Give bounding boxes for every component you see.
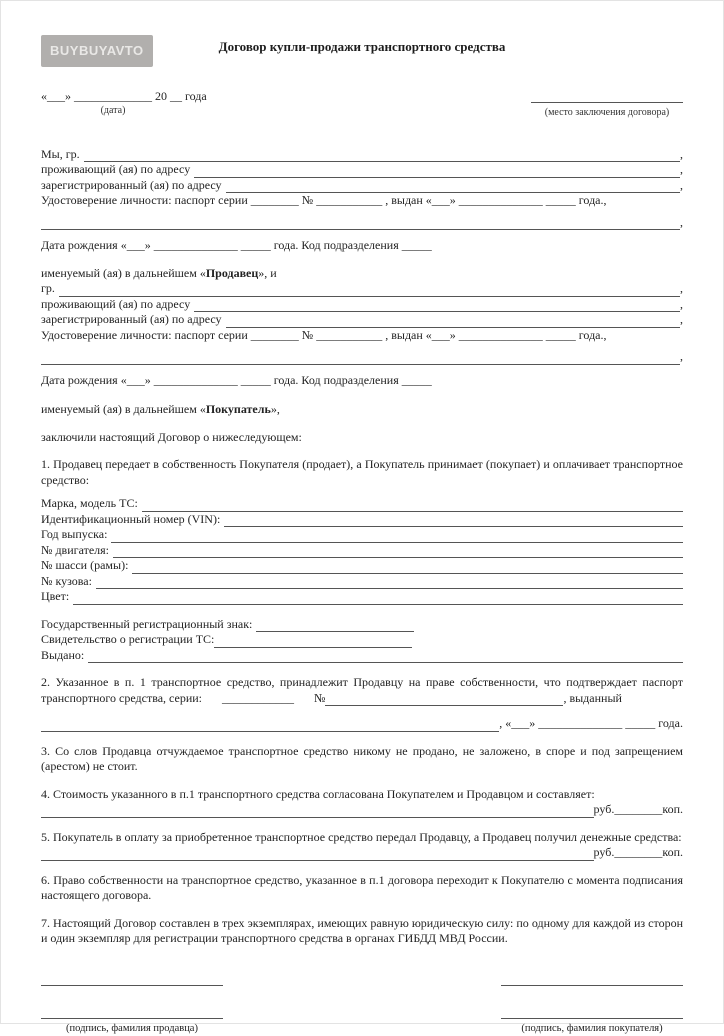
- clause-5-text: 5. Покупатель в оплату за приобретенное транспортное средство передал Продавцу, а Продавец получил денежные средства:: [41, 830, 683, 846]
- buyer-address-label: проживающий (ая) по адресу: [41, 297, 190, 313]
- rub-label: руб.: [594, 845, 615, 861]
- buyer-address-blank: [194, 298, 680, 312]
- seller-passport-row: Удостоверение личности: паспорт серии ________ № ___________ , выдан «___» ______________ _____ года.,: [41, 193, 683, 209]
- buyer-term: Покупатель: [206, 402, 271, 416]
- page-title: Договор купли-продажи транспортного средства: [41, 31, 683, 55]
- named-suffix: », и: [258, 266, 276, 280]
- date-caption: (дата): [74, 103, 152, 119]
- field-reg-cert: [41, 632, 683, 648]
- clause-3: [41, 744, 683, 775]
- clause-1-text: 1. Продавец передает в собственность Покупателя (продает), а Покупатель принимает (покупает) и оплачивает транспортное средство:: [41, 457, 683, 488]
- amount-blank: [41, 847, 594, 861]
- trailing-comma: ,: [680, 312, 683, 328]
- field-blank: [113, 544, 683, 558]
- clause-2-tail: , «___» ______________ _____ года.: [499, 716, 683, 732]
- named-prefix: именуемый (ая) в дальнейшем «: [41, 266, 206, 280]
- field-blank: [73, 591, 683, 605]
- field-blank: [111, 529, 683, 543]
- clause-3-text: 3. Со слов Продавца отчуждаемое транспортное средство никому не продано, не заложено, в споре и под запрещением (арестом) не стоит.: [41, 744, 683, 775]
- clause-5: [41, 830, 683, 861]
- seller-address-blank: [194, 164, 680, 178]
- seller-passport-extra-row: [41, 215, 683, 231]
- issuer-blank: [41, 718, 499, 732]
- buyer-registered-label: зарегистрированный (ая) по адресу: [41, 312, 222, 328]
- header: [41, 31, 683, 75]
- rub-label: руб.: [594, 802, 615, 818]
- seller-name-row: [41, 147, 683, 163]
- buyer-registered-row: [41, 312, 683, 328]
- field-reg-plate: [41, 617, 683, 633]
- place-caption: (место заключения договора): [531, 105, 683, 121]
- buyer-birth-row: Дата рождения «___» ______________ _____ года. Код подразделения _____: [41, 373, 683, 389]
- number-sign: №: [314, 691, 325, 707]
- buyer-named-row: [41, 402, 683, 418]
- seller-named-row: [41, 266, 683, 282]
- seller-address-label: проживающий (ая) по адресу: [41, 162, 190, 178]
- seller-signature-block: [41, 973, 223, 1036]
- contract-page: [1, 1, 723, 1036]
- field-issued-by: [41, 648, 683, 664]
- amount-blank: [41, 804, 594, 818]
- kopeck-blank: ________: [614, 845, 662, 861]
- field-label: № шасси (рамы):: [41, 558, 128, 574]
- trailing-comma: ,: [680, 215, 683, 231]
- date-year: 20 __ года: [155, 89, 207, 103]
- seller-term: Продавец: [206, 266, 258, 280]
- date-left: [41, 89, 207, 105]
- field-label: № двигателя:: [41, 543, 109, 559]
- clause-7: [41, 916, 683, 947]
- clause-6: [41, 873, 683, 904]
- field-label: Идентификационный номер (VIN):: [41, 512, 220, 528]
- vehicle-fields: [41, 496, 683, 605]
- field-body-no: [41, 574, 683, 590]
- clause-2: [41, 675, 683, 732]
- date-blank: [74, 89, 152, 105]
- logo-text: BUYBUYAVTO: [50, 43, 144, 58]
- field-label: № кузова:: [41, 574, 92, 590]
- date-quotes-blank: «___»: [41, 89, 71, 103]
- logo: [41, 35, 153, 67]
- buyer-registered-blank: [226, 314, 680, 328]
- buyer-section: [41, 266, 683, 389]
- buyer-signature-line-2: [501, 1006, 683, 1019]
- registration-fields: [41, 617, 683, 664]
- clause-5-amount-row: [41, 845, 683, 861]
- buyer-signature-caption: (подпись, фамилия покупателя): [501, 1019, 683, 1036]
- series-blank: ____________: [222, 691, 294, 707]
- seller-section: [41, 147, 683, 254]
- seller-address-row: [41, 162, 683, 178]
- trailing-comma: ,: [680, 297, 683, 313]
- date-blank-line: _____________: [74, 89, 152, 103]
- buyer-name-label: гр.: [41, 281, 55, 297]
- signatures: [41, 973, 683, 1036]
- kopeck-blank: ________: [614, 802, 662, 818]
- issued-suffix: , выданный: [563, 691, 622, 707]
- field-label: Свидетельство о регистрации ТС:: [41, 632, 214, 648]
- field-blank: [224, 513, 683, 527]
- clause-4: [41, 787, 683, 818]
- field-label: Марка, модель ТС:: [41, 496, 138, 512]
- named-suffix: »,: [271, 402, 280, 416]
- field-blank: [214, 634, 412, 648]
- date-row: [41, 89, 683, 121]
- kop-label: коп.: [662, 802, 683, 818]
- seller-name-label: Мы, гр.: [41, 147, 80, 163]
- clause-4-amount-row: [41, 802, 683, 818]
- buyer-signature-line-1: [501, 973, 683, 986]
- field-label: Выдано:: [41, 648, 84, 664]
- trailing-comma: ,: [680, 281, 683, 297]
- buyer-passport-extra-blank: [41, 351, 680, 365]
- seller-passport-extra-blank: [41, 216, 680, 230]
- field-engine-no: [41, 543, 683, 559]
- trailing-comma: ,: [680, 349, 683, 365]
- field-color: [41, 589, 683, 605]
- passport-number-blank: [325, 692, 563, 706]
- seller-birth-row: Дата рождения «___» ______________ _____ года. Код подразделения _____: [41, 238, 683, 254]
- place-blank-line: [531, 91, 683, 103]
- place-block: [531, 89, 683, 121]
- clause-2-issuer-row: [41, 716, 683, 732]
- field-label: Государственный регистрационный знак:: [41, 617, 252, 633]
- clause-2-text-line1: 2. Указанное в п. 1 транспортное средство, принадлежит Продавцу на праве собственности, что подтверждает паспорт: [41, 675, 683, 691]
- buyer-address-row: [41, 297, 683, 313]
- field-blank: [256, 618, 414, 632]
- field-vin: [41, 512, 683, 528]
- buyer-passport-row: Удостоверение личности: паспорт серии ________ № ___________ , выдан «___» ______________ _____ года.,: [41, 328, 683, 344]
- buyer-name-blank: [59, 283, 680, 297]
- trailing-comma: ,: [680, 162, 683, 178]
- field-make-model: [41, 496, 683, 512]
- field-label: Цвет:: [41, 589, 69, 605]
- clause-2-text-line2: транспортного средства, серии:: [41, 691, 202, 707]
- seller-registered-blank: [226, 179, 680, 193]
- trailing-comma: ,: [680, 147, 683, 163]
- field-blank: [96, 575, 683, 589]
- field-blank: [132, 560, 683, 574]
- kop-label: коп.: [662, 845, 683, 861]
- trailing-comma: ,: [680, 178, 683, 194]
- seller-signature-line-2: [41, 1006, 223, 1019]
- clause-6-text: 6. Право собственности на транспортное средство, указанное в п.1 договора переходит к Покупателю с момента подписания настоящего договора.: [41, 873, 683, 904]
- seller-registered-row: [41, 178, 683, 194]
- named-prefix: именуемый (ая) в дальнейшем «: [41, 402, 206, 416]
- seller-registered-label: зарегистрированный (ая) по адресу: [41, 178, 222, 194]
- clause-1: [41, 457, 683, 663]
- field-blank: [88, 649, 683, 663]
- field-label: Год выпуска:: [41, 527, 107, 543]
- clause-7-text: 7. Настоящий Договор составлен в трех экземплярах, имеющих равную юридическую силу: по одному для каждой из сторон и один экземпляр для регистрации транспортного средства в органах ГИБДД МВД России.: [41, 916, 683, 947]
- preamble: заключили настоящий Договор о нижеследующем:: [41, 430, 683, 446]
- seller-name-blank: [84, 148, 680, 162]
- buyer-signature-block: [501, 973, 683, 1036]
- clause-4-text: 4. Стоимость указанного в п.1 транспортного средства согласована Покупателем и Продавцом и составляет:: [41, 787, 683, 803]
- clause-2-series-row: [41, 691, 683, 707]
- buyer-name-row: [41, 281, 683, 297]
- field-blank: [142, 498, 683, 512]
- buyer-passport-extra-row: [41, 349, 683, 365]
- field-year: [41, 527, 683, 543]
- seller-signature-caption: (подпись, фамилия продавца): [41, 1019, 223, 1036]
- seller-signature-line-1: [41, 973, 223, 986]
- field-chassis-no: [41, 558, 683, 574]
